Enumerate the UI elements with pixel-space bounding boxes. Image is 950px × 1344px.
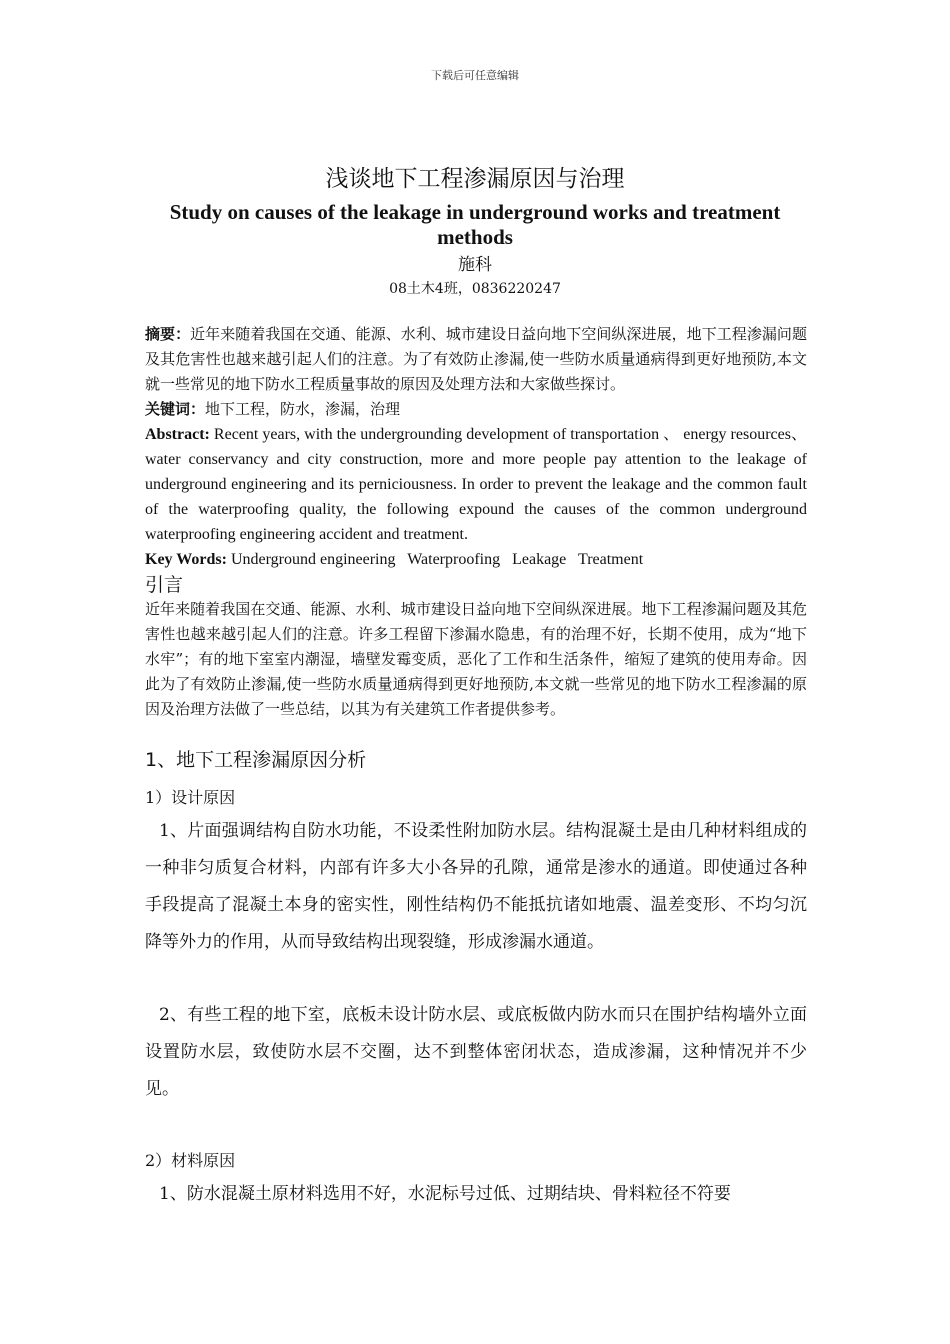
keywords-english-label: Key Words: bbox=[145, 551, 227, 568]
subsection-material-causes: 2）材料原因 bbox=[145, 1151, 236, 1170]
abstract-chinese-label: 摘要： bbox=[145, 325, 191, 343]
section-1-heading: 1、地下工程渗漏原因分析 bbox=[145, 749, 367, 771]
keywords-english bbox=[145, 547, 807, 572]
author-name: 施科 bbox=[458, 255, 492, 275]
abstract-english-label: Abstract: bbox=[145, 426, 210, 443]
paragraph-material-1: 1、防水混凝土原材料选用不好，水泥标号过低、过期结块、骨料粒径不符要 bbox=[159, 1184, 731, 1204]
intro-heading: 引言 bbox=[145, 574, 184, 596]
header-note: 下载后可任意编辑 bbox=[431, 69, 519, 82]
keywords-chinese-label: 关键词： bbox=[145, 400, 206, 418]
paragraph-design-2: 2、有些工程的地下室，底板未设计防水层、或底板做内防水而只在围护结构墙外立面设置防水层，致使防水层不交圈，达不到整体密闭状态，造成渗漏，这种情况并不少见。 bbox=[145, 1005, 807, 1099]
paragraph-design-1: 1、片面强调结构自防水功能，不设柔性附加防水层。结构混凝土是由几种材料组成的一种非匀质复合材料，内部有许多大小各异的孔隙，通常是渗水的通道。即使通过各种手段提高了混凝土本身的密实性，刚性结构仍不能抵抗诸如地震、温差变形、不均匀沉降等外力的作用，从而导致结构出现裂缝，形成渗漏水通道。 bbox=[145, 821, 807, 952]
keywords-chinese bbox=[145, 397, 807, 422]
author-affiliation: 08土木4班，0836220247 bbox=[389, 281, 561, 297]
title-english: Study on causes of the leakage in underground works and treatment methods bbox=[169, 200, 781, 249]
abstract-english-text: Recent years, with the undergrounding development of transportation 、 energy resources、water conservancy and city construction, more and more people pay attention to the leakage of underground engineering and its perniciousness. In order to prevent the leakage and the common fault of the waterproofing quality, the following expound the causes of the common underground waterproofing engineering accident and treatment. bbox=[145, 426, 807, 543]
keywords-chinese-text: 地下工程，防水，渗漏，治理 bbox=[205, 400, 401, 418]
abstract-chinese-text: 近年来随着我国在交通、能源、水利、城市建设日益向地下空间纵深进展，地下工程渗漏问题及其危害性也越来越引起人们的注意。为了有效防止渗漏,使一些防水质量通病得到更好地预防,本文就一些常见的地下防水工程质量事故的原因及处理方法和大家做些探讨。 bbox=[145, 325, 807, 393]
intro-paragraph: 近年来随着我国在交通、能源、水利、城市建设日益向地下空间纵深进展。地下工程渗漏问题及其危害性也越来越引起人们的注意。许多工程留下渗漏水隐患，有的治理不好，长期不使用，成为“地下水牢”；有的地下室室内潮湿，墙壁发霉变质，恶化了工作和生活条件，缩短了建筑的使用寿命。因此为了有效防止渗漏,使一些防水质量通病得到更好地预防,本文就一些常见的地下防水工程渗漏的原因及治理方法做了一些总结，以其为有关建筑工作者提供参考。 bbox=[145, 600, 807, 718]
title-chinese: 浅谈地下工程渗漏原因与治理 bbox=[325, 166, 625, 192]
abstract-chinese bbox=[145, 322, 807, 397]
subsection-design-causes: 1）设计原因 bbox=[145, 788, 236, 807]
abstract-english bbox=[145, 422, 807, 547]
keywords-english-text: Underground engineering Waterproofing Leakage Treatment bbox=[226, 551, 644, 568]
